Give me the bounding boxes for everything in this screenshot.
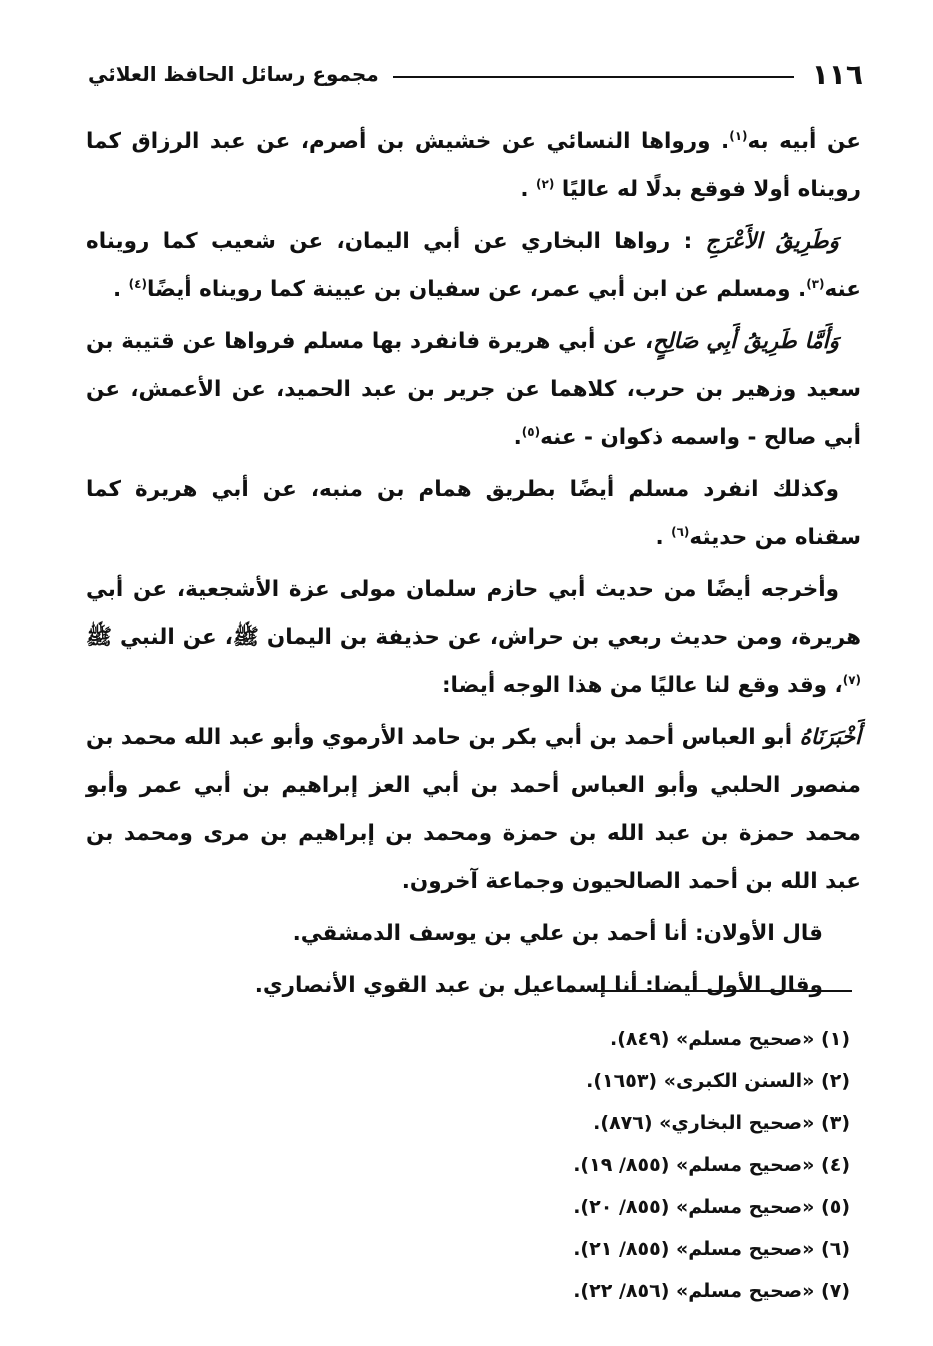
footnote-ref-6[interactable]: (٦)	[671, 524, 690, 539]
paragraph-6-text-a: أبو العباس أحمد بن أبي بكر بن حامد الأرموي وأبو عبد الله محمد بن منصور الحلبي وأبو العباس أحمد بن أبي العز إبراهيم بن أبي عمر وأبو محمد حمزة بن عبد الله بن حمزة ومحمد بن إبراهيم بن مرى ومحمد بن عبد الله بن أحمد الصالحيون وجماعة آخرون.	[86, 725, 861, 894]
main-text	[86, 118, 861, 1014]
section-lead-araj: وَطَرِيقُ الأَعْرَجِ	[705, 229, 839, 254]
paragraph-3-text-a: ، عن أبي هريرة فانفرد بها مسلم فرواها عن قتيبة بن سعيد وزهير بن حرب، كلاهما عن جرير بن عبد الحميد، عن الأعمش، عن أبي صالح - واسمه ذكوان - عنه	[86, 329, 861, 450]
footnote-1: (١) «صحيح مسلم» (٨٤٩).	[609, 1028, 850, 1050]
paragraph-4-text-b: .	[655, 525, 664, 550]
paragraph-1	[86, 118, 861, 214]
header-rule	[393, 76, 794, 78]
footnote-4: (٤) «صحيح مسلم» (٨٥٥/ ١٩).	[573, 1154, 850, 1176]
footnote-6: (٦) «صحيح مسلم» (٨٥٥/ ٢١).	[573, 1238, 850, 1260]
paragraph-2-text-a: : رواها البخاري عن أبي اليمان، عن شعيب كما رويناه عنه	[86, 229, 861, 302]
paragraph-4-text-a: وكذلك انفرد مسلم أيضًا بطريق همام بن منبه، عن أبي هريرة كما سقناه من حديثه	[86, 477, 861, 550]
paragraph-2	[86, 218, 861, 314]
footnote-ref-2[interactable]: (٢)	[536, 176, 555, 191]
paragraph-1-text-c: .	[520, 177, 529, 202]
footnote-ref-7[interactable]: (٧)	[842, 672, 861, 687]
page-header	[88, 54, 863, 94]
paragraph-3-text-b: .	[513, 425, 522, 450]
paragraph-1-text-b: . ورواها النسائي عن خشيش بن أصرم، عن عبد الرزاق كما رويناه أولا فوقع بدلًا له عاليًا	[86, 129, 861, 202]
paragraph-1-text-a: عن أبيه به	[747, 129, 861, 154]
running-title: مجموع رسائل الحافظ العلائي	[88, 62, 379, 86]
paragraph-8: وقال الأول أيضا: أنا إسماعيل بن عبد القوي الأنصاري.	[254, 973, 823, 998]
paragraph-4	[86, 466, 861, 562]
footnote-ref-5[interactable]: (٥)	[521, 424, 541, 439]
footnote-7: (٧) «صحيح مسلم» (٨٥٦/ ٢٢).	[573, 1280, 850, 1302]
footnote-2: (٢) «السنن الكبرى» (١٦٥٣).	[586, 1070, 850, 1092]
section-lead-abi-salih: وَأَمَّا طَرِيقُ أَبِي صَالِحٍ	[653, 329, 839, 354]
paragraph-2-text-c: .	[113, 277, 122, 302]
footnotes	[420, 1018, 850, 1312]
footnote-ref-1[interactable]: (١)	[729, 128, 748, 143]
footnote-ref-4[interactable]: (٤)	[128, 276, 147, 291]
footnote-5: (٥) «صحيح مسلم» (٨٥٥/ ٢٠).	[573, 1196, 850, 1218]
paragraph-5-text-a: وأخرجه أيضًا من حديث أبي حازم سلمان مولى عزة الأشجعية، عن أبي هريرة، ومن حديث ربعي بن حراش، عن حذيفة بن اليمان ﷺ، عن النبي ﷺ	[86, 577, 861, 650]
page-number: ١١٦	[811, 57, 863, 91]
footnote-separator	[596, 990, 852, 992]
paragraph-2-text-b: . ومسلم عن ابن أبي عمر، عن سفيان بن عيينة كما رويناه أيضًا	[146, 277, 807, 302]
paragraph-6	[86, 714, 861, 906]
paragraph-5-text-b: ، وقد وقع لنا عاليًا من هذا الوجه أيضا:	[441, 673, 843, 698]
footnote-ref-3[interactable]: (٣)	[806, 276, 825, 291]
footnote-3: (٣) «صحيح البخاري» (٨٧٦).	[593, 1112, 850, 1134]
paragraph-5	[86, 566, 861, 710]
paragraph-3	[86, 318, 861, 462]
paragraph-7: قال الأولان: أنا أحمد بن علي بن يوسف الدمشقي.	[292, 921, 823, 946]
section-lead-akhbarana: أَخْبَرَنَاهُ	[799, 725, 861, 750]
